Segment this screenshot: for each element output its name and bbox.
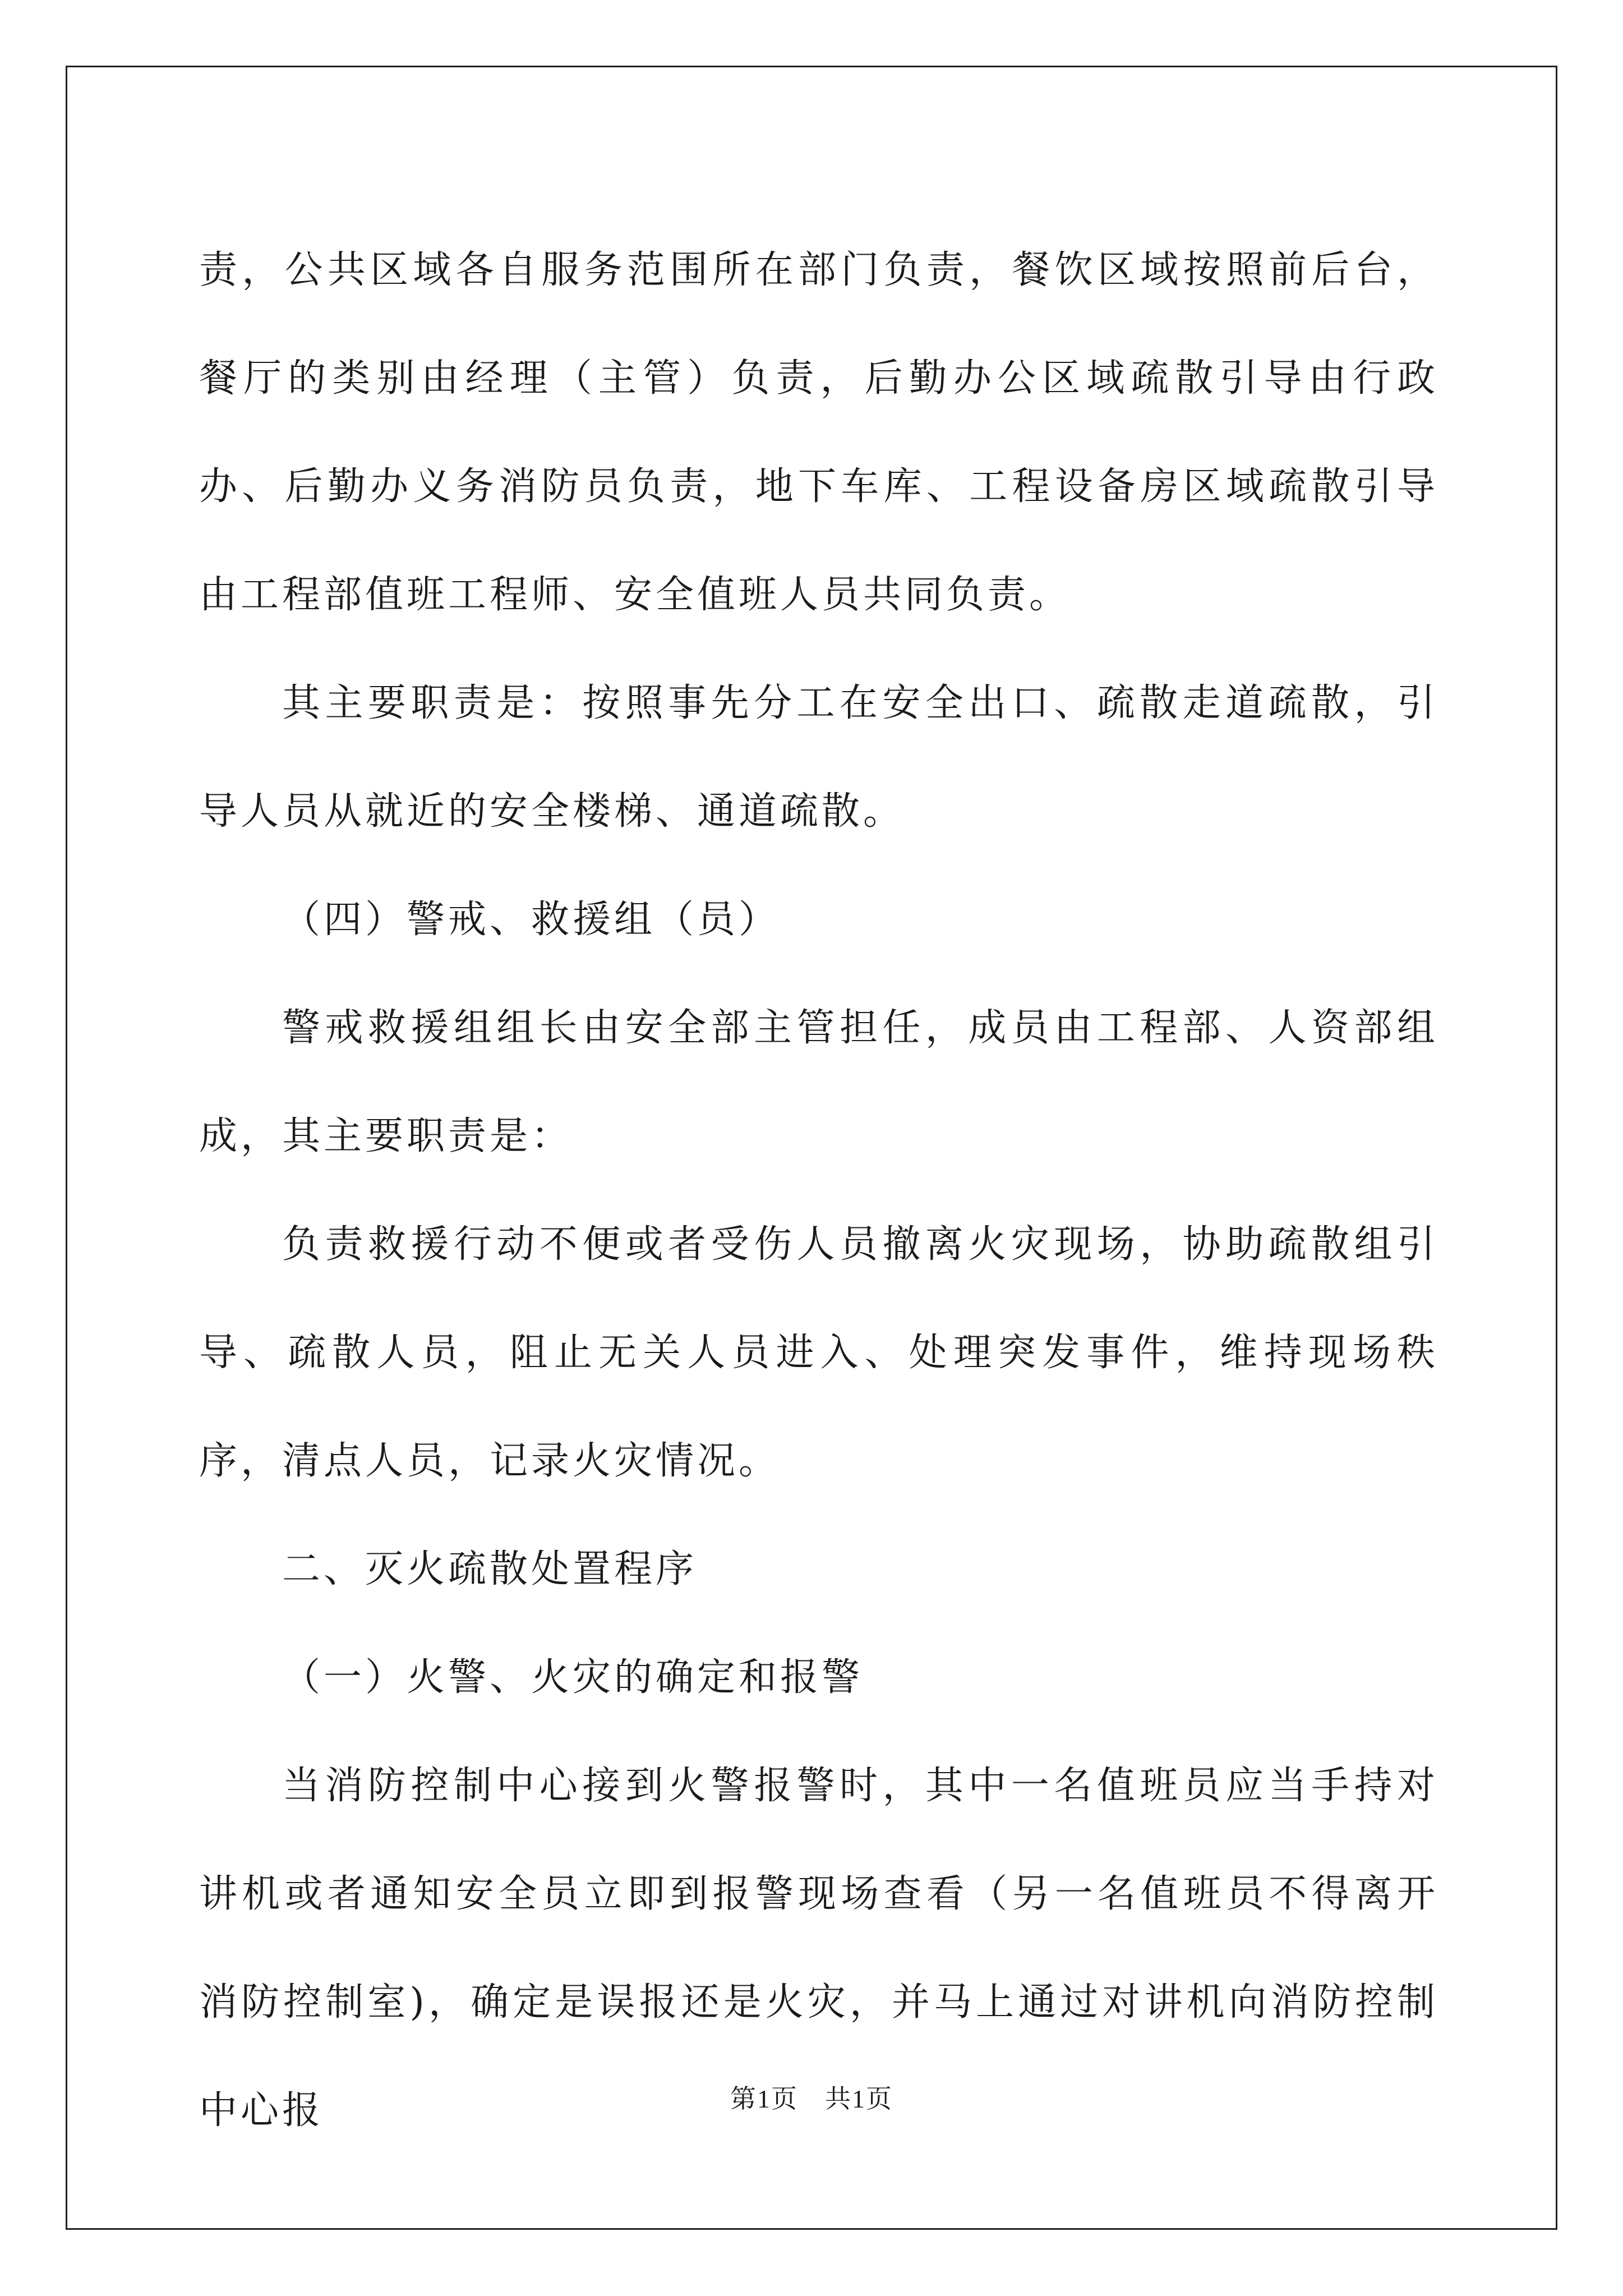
paragraph-3: 警戒救援组组长由安全部主管担任，成员由工程部、人资部组成，其主要职责是： <box>199 1006 1438 1158</box>
section-heading-4: （四）警戒、救援组（员） <box>282 898 781 942</box>
paragraph-5: 当消防控制中心接到火警报警时，其中一名值班员应当手持对讲机或者通知安全员立即到报警现场查看（另一名值班员不得离开消防控制室)，确定是误报还是火灾，并马上通过对讲机向消防控制中心报 <box>199 1764 1438 2133</box>
paragraph-4: 负责救援行动不便或者受伤人员撤离火灾现场，协助疏散组引导、疏散人员，阻止无关人员进入、处理突发事件，维持现场秩序，清点人员，记录火灾情况。 <box>199 1222 1438 1483</box>
paragraph-1: 责，公共区域各自服务范围所在部门负责，餐饮区域按照前后台，餐厅的类别由经理（主管）负责，后勤办公区域疏散引导由行政办、后勤办义务消防员负责，地下车库、工程设备房区域疏散引导由工程部值班工程师、安全值班人员共同负责。 <box>199 248 1438 617</box>
section-heading-1: （一）火警、火灾的确定和报警 <box>282 1655 864 1700</box>
document-body <box>199 216 1438 2165</box>
chapter-heading-2: 二、灭火疏散处置程序 <box>282 1547 698 1591</box>
page-footer: 第1页 共1页 <box>730 2085 893 2113</box>
paragraph-2: 其主要职责是：按照事先分工在安全出口、疏散走道疏散，引导人员从就近的安全楼梯、通道疏散。 <box>199 681 1438 834</box>
